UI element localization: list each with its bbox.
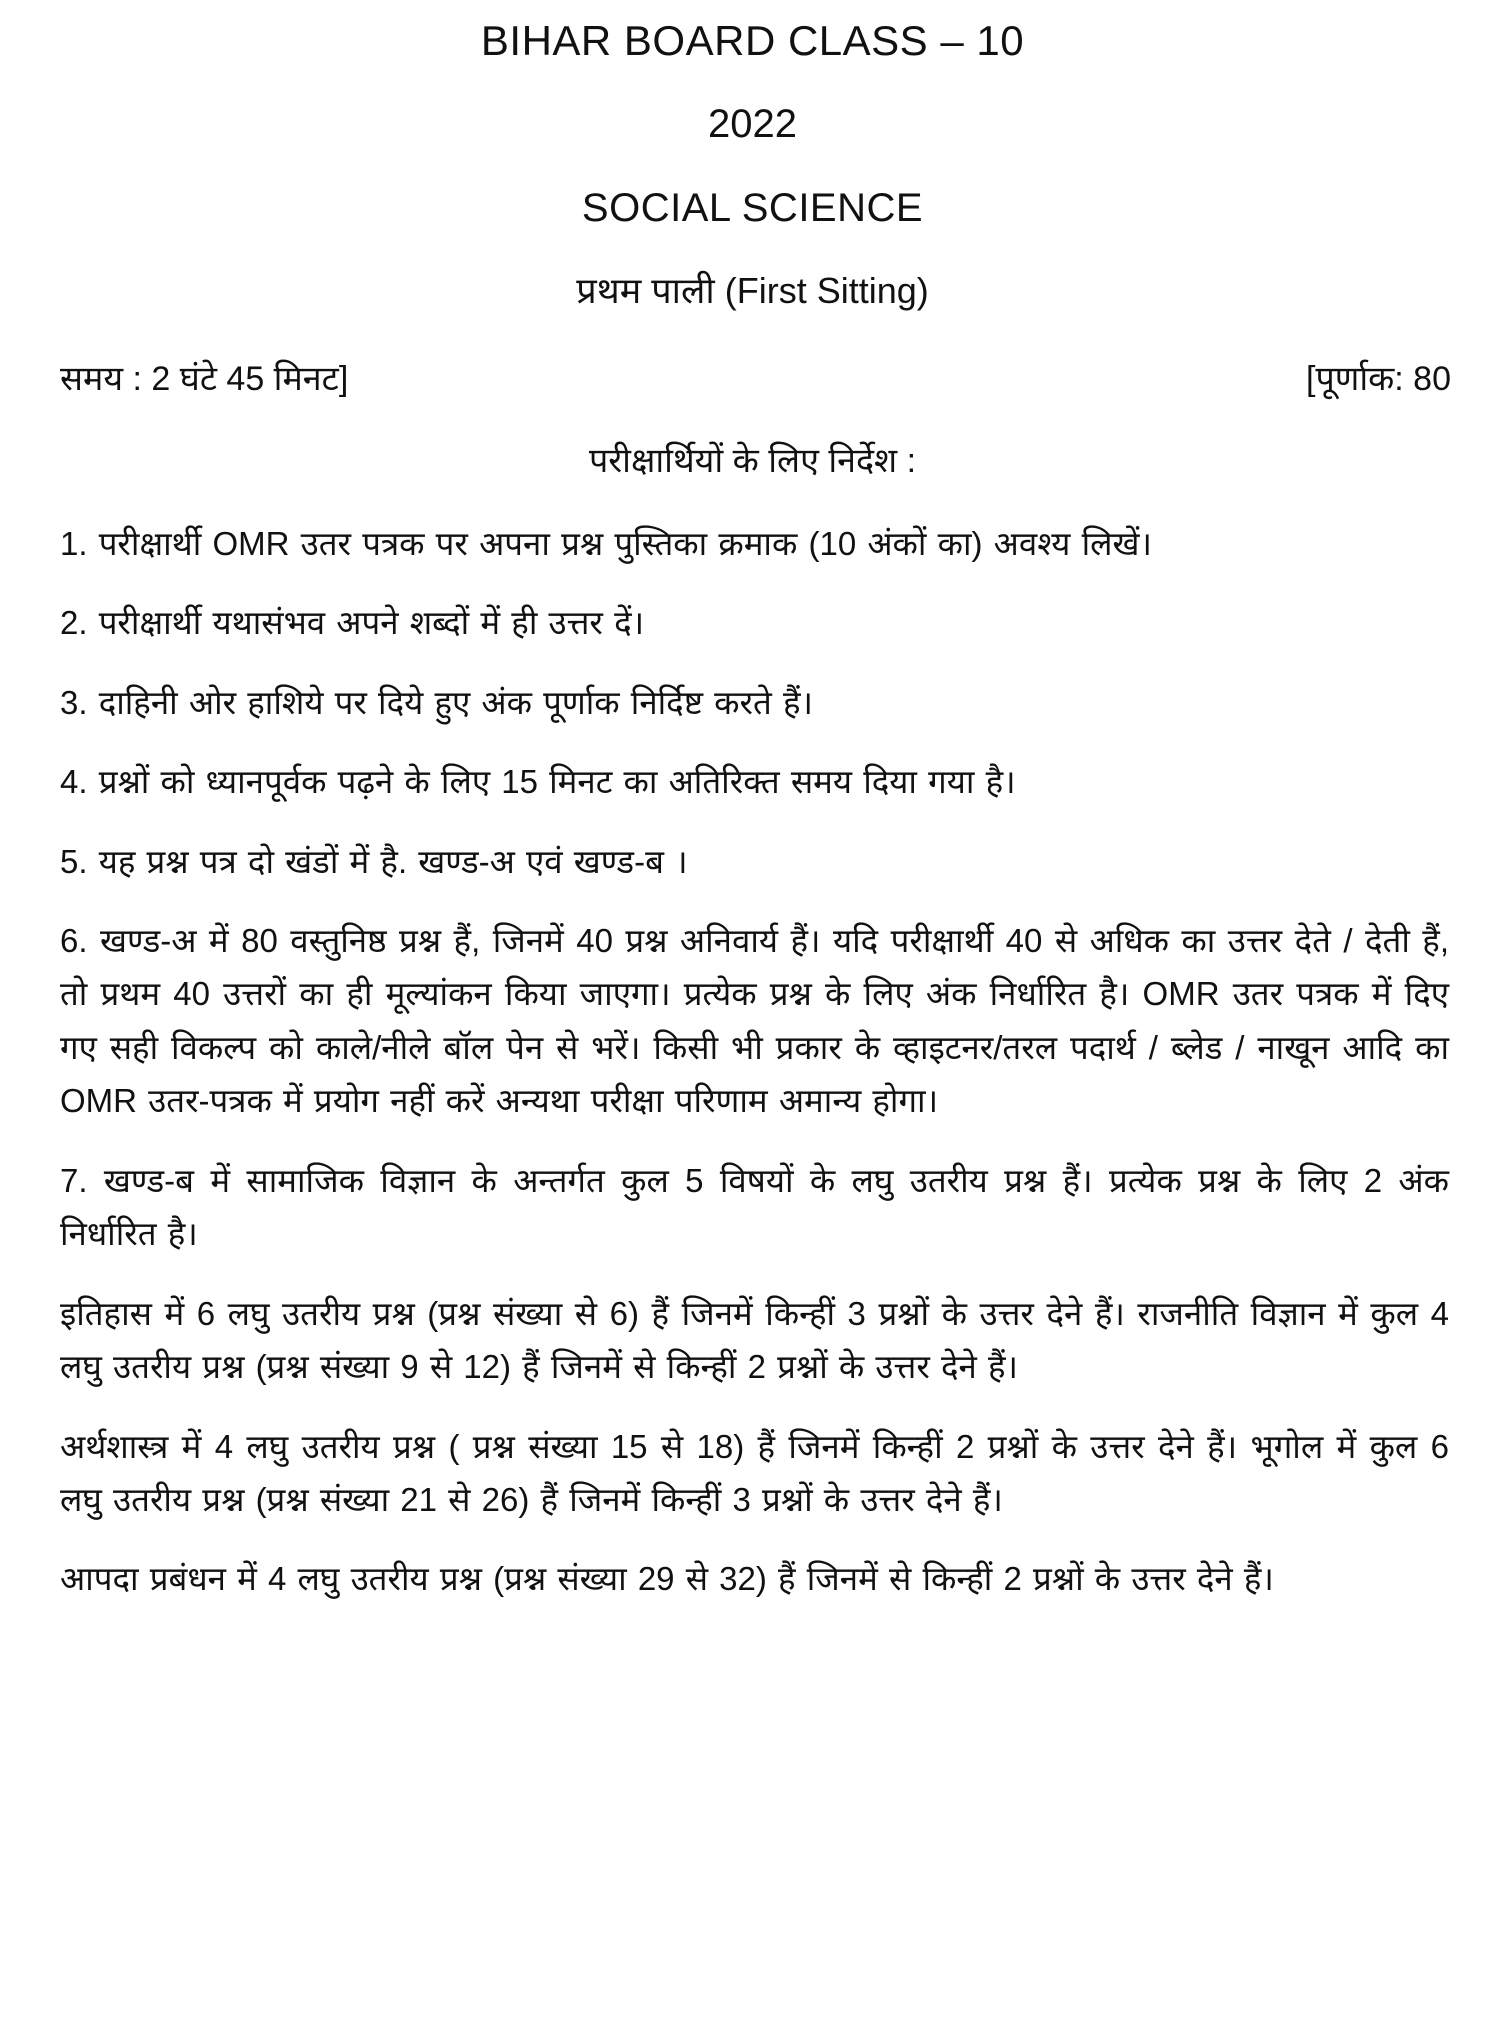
instruction-item: अर्थशास्त्र में 4 लघु उतरीय प्रश्न ( प्रश्न संख्या 15 से 18) हैं जिनमें किन्हीं 2 प्रश्नों के उत्तर देने हैं। भूगोल में कुल 6 लघु उतरीय प्रश्न (प्रश्न संख्या 21 से 26) हैं जिनमें किन्हीं 3 प्रश्नों के उत्तर देने हैं। <box>60 1427 1449 1519</box>
sitting-label: प्रथम पाली (First Sitting) <box>576 270 929 312</box>
subject-title: SOCIAL SCIENCE <box>581 186 924 231</box>
time-and-marks-row <box>48 359 1457 400</box>
instructions-list <box>48 517 1457 1606</box>
instruction-item: इतिहास में 6 लघु उतरीय प्रश्न (प्रश्न संख्या से 6) हैं जिनमें किन्हीं 3 प्रश्नों के उत्तर देने हैं। राजनीति विज्ञान में कुल 4 लघु उतरीय प्रश्न (प्रश्न संख्या 9 से 12) हैं जिनमें से किन्हीं 2 प्रश्नों के उत्तर देने हैं। <box>60 1294 1449 1386</box>
exam-year: 2022 <box>708 102 797 147</box>
instruction-item: 1. परीक्षार्थी OMR उतर पत्रक पर अपना प्रश्न पुस्तिका क्रमाक (10 अंकों का) अवश्य लिखें। <box>60 524 1152 562</box>
exam-duration: समय : 2 घंटे 45 मिनट] <box>60 360 349 399</box>
instruction-item: 2. परीक्षार्थी यथासंभव अपने शब्दों में ही उत्तर दें। <box>60 604 645 642</box>
instruction-item: 3. दाहिनी ओर हाशिये पर दिये हुए अंक पूर्णाक निर्दिष्ट करते हैं। <box>60 683 813 721</box>
instruction-item: 4. प्रश्नों को ध्यानपूर्वक पढ़ने के लिए 15 मिनट का अतिरिक्त समय दिया गया है। <box>60 763 1016 801</box>
document-header <box>48 16 1457 313</box>
board-title: BIHAR BOARD CLASS – 10 <box>480 17 1025 64</box>
total-marks: [पूर्णाक: 80 <box>1306 360 1451 399</box>
instruction-item: आपदा प्रबंधन में 4 लघु उतरीय प्रश्न (प्रश्न संख्या 29 से 32) हैं जिनमें से किन्हीं 2 प्रश्नों के उत्तर देने हैं। <box>60 1560 1274 1598</box>
instruction-item: 5. यह प्रश्न पत्र दो खंडों में है. खण्ड-अ एवं खण्ड-ब । <box>60 842 688 880</box>
instruction-item: 7. खण्ड-ब में सामाजिक विज्ञान के अन्तर्गत कुल 5 विषयों के लघु उतरीय प्रश्न हैं। प्रत्येक प्रश्न के लिए 2 अंक निर्धारित है। <box>60 1161 1449 1253</box>
instruction-item: 6. खण्ड-अ में 80 वस्तुनिष्ठ प्रश्न हैं, जिनमें 40 प्रश्न अनिवार्य हैं। यदि परीक्षार्थी 40 से अधिक का उत्तर देते / देती हैं, तो प्रथम 40 उत्तरों का ही मूल्यांकन किया जाएगा। प्रत्येक प्रश्न के लिए अंक निर्धारित है। OMR उतर पत्रक में दिए गए सही विकल्प को काले/नीले बॉल पेन से भरें। किसी भी प्रकार के व्हाइटनर/तरल पदार्थ / ब्लेड / नाखून आदि का OMR उतर-पत्रक में प्रयोग नहीं करें अन्यथा परीक्षा परिणाम अमान्य होगा। <box>60 921 1449 1120</box>
instructions-heading: परीक्षार्थियों के लिए निर्देश : <box>588 442 917 481</box>
